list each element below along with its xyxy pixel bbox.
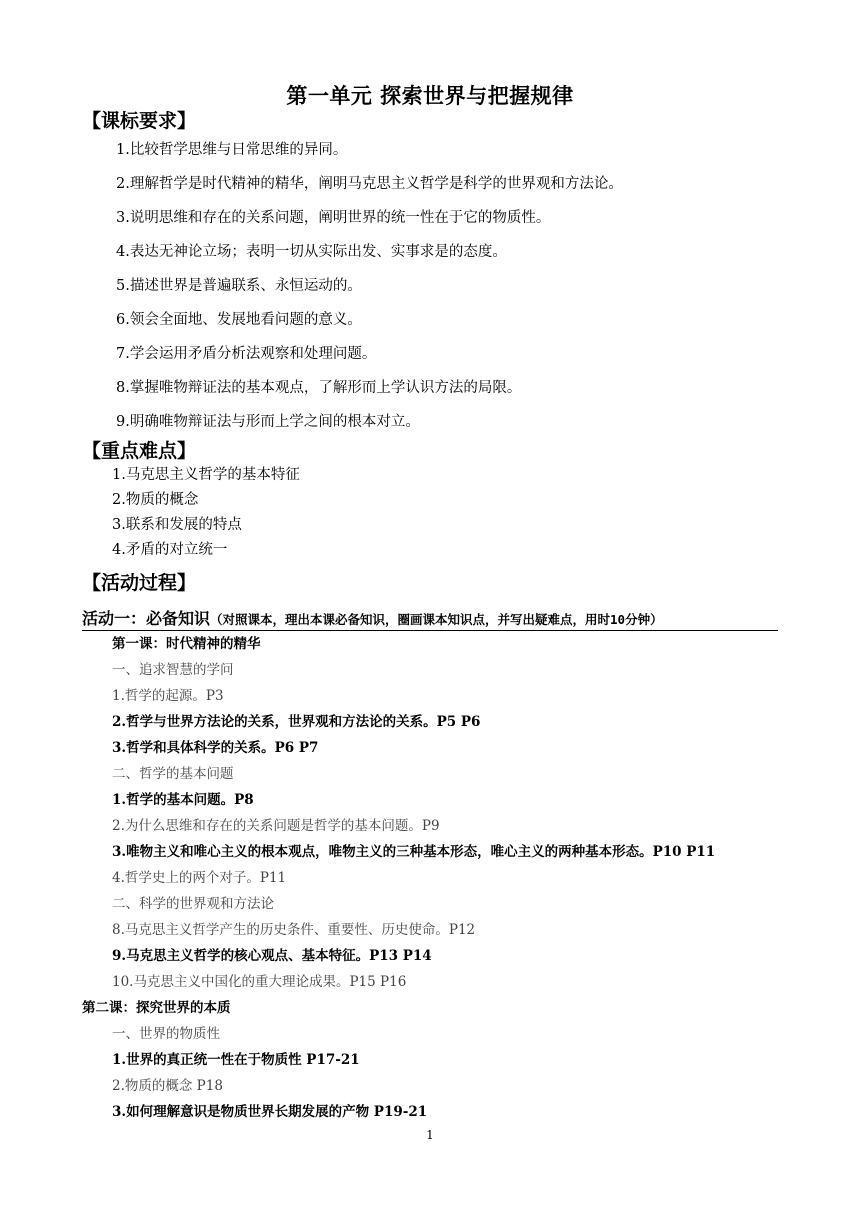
key-point-item: 2.物质的概念 bbox=[112, 492, 199, 508]
knowledge-line: 3.如何理解意识是物质世界长期发展的产物 P19-21 bbox=[112, 1104, 428, 1120]
curriculum-item: 9.明确唯物辩证法与形而上学之间的根本对立。 bbox=[116, 414, 420, 430]
curriculum-item: 8.掌握唯物辩证法的基本观点，了解形而上学认识方法的局限。 bbox=[116, 380, 522, 396]
process-heading: 【活动过程】 bbox=[82, 572, 197, 594]
curriculum-item: 6.领会全面地、发展地看问题的意义。 bbox=[116, 312, 362, 328]
curriculum-item: 5.描述世界是普遍联系、永恒运动的。 bbox=[116, 278, 362, 294]
knowledge-line: 2.为什么思维和存在的关系问题是哲学的基本问题。P9 bbox=[112, 818, 440, 834]
knowledge-line: 8.马克思主义哲学产生的历史条件、重要性、历史使命。P12 bbox=[112, 922, 476, 938]
knowledge-line: 1.哲学的基本问题。P8 bbox=[112, 792, 254, 808]
key-point-item: 4.矛盾的对立统一 bbox=[112, 542, 228, 558]
activity-label: 活动一：必备知识 bbox=[82, 609, 211, 628]
activity-one-heading bbox=[82, 606, 778, 631]
activity-note: （对照课本，理出本课必备知识，圈画课本知识点，并写出疑难点，用时10分钟） bbox=[210, 612, 663, 627]
curriculum-item: 1.比较哲学思维与日常思维的异同。 bbox=[116, 142, 348, 158]
knowledge-line: 二、科学的世界观和方法论 bbox=[112, 896, 274, 912]
knowledge-line: 4.哲学史上的两个对子。P11 bbox=[112, 870, 287, 886]
knowledge-line: 9.马克思主义哲学的核心观点、基本特征。P13 P14 bbox=[112, 948, 432, 964]
knowledge-line: 1.世界的真正统一性在于物质性 P17-21 bbox=[112, 1052, 360, 1068]
curriculum-item: 4.表达无神论立场；表明一切从实际出发、实事求是的态度。 bbox=[116, 244, 507, 260]
knowledge-line: 1.哲学的起源。P3 bbox=[112, 688, 224, 704]
curriculum-item: 2.理解哲学是时代精神的精华，阐明马克思主义哲学是科学的世界观和方法论。 bbox=[116, 176, 623, 192]
knowledge-line: 二、哲学的基本问题 bbox=[112, 766, 234, 782]
page-number: 1 bbox=[426, 1128, 434, 1142]
curriculum-heading: 【课标要求】 bbox=[82, 110, 197, 132]
curriculum-item: 7.学会运用矛盾分析法观察和处理问题。 bbox=[116, 346, 377, 362]
curriculum-item: 3.说明思维和存在的关系问题，阐明世界的统一性在于它的物质性。 bbox=[116, 210, 551, 226]
page-title: 第一单元 探索世界与把握规律 bbox=[286, 84, 574, 108]
key-point-item: 1.马克思主义哲学的基本特征 bbox=[112, 467, 300, 483]
key-point-item: 3.联系和发展的特点 bbox=[112, 517, 242, 533]
knowledge-line: 3.哲学和具体科学的关系。P6 P7 bbox=[112, 740, 319, 756]
knowledge-line: 第一课：时代精神的精华 bbox=[112, 636, 261, 652]
knowledge-line: 2.哲学与世界方法论的关系，世界观和方法论的关系。P5 P6 bbox=[112, 714, 481, 730]
key-points-heading: 【重点难点】 bbox=[82, 440, 197, 462]
knowledge-line: 10.马克思主义中国化的重大理论成果。P15 P16 bbox=[112, 974, 407, 990]
knowledge-line: 第二课：探究世界的本质 bbox=[82, 1000, 231, 1016]
knowledge-line: 一、追求智慧的学问 bbox=[112, 662, 234, 678]
knowledge-line: 3.唯物主义和唯心主义的根本观点，唯物主义的三种基本形态，唯心主义的两种基本形态。P10 P11 bbox=[112, 844, 716, 860]
knowledge-line: 一、世界的物质性 bbox=[112, 1026, 220, 1042]
knowledge-line: 2.物质的概念 P18 bbox=[112, 1078, 223, 1094]
